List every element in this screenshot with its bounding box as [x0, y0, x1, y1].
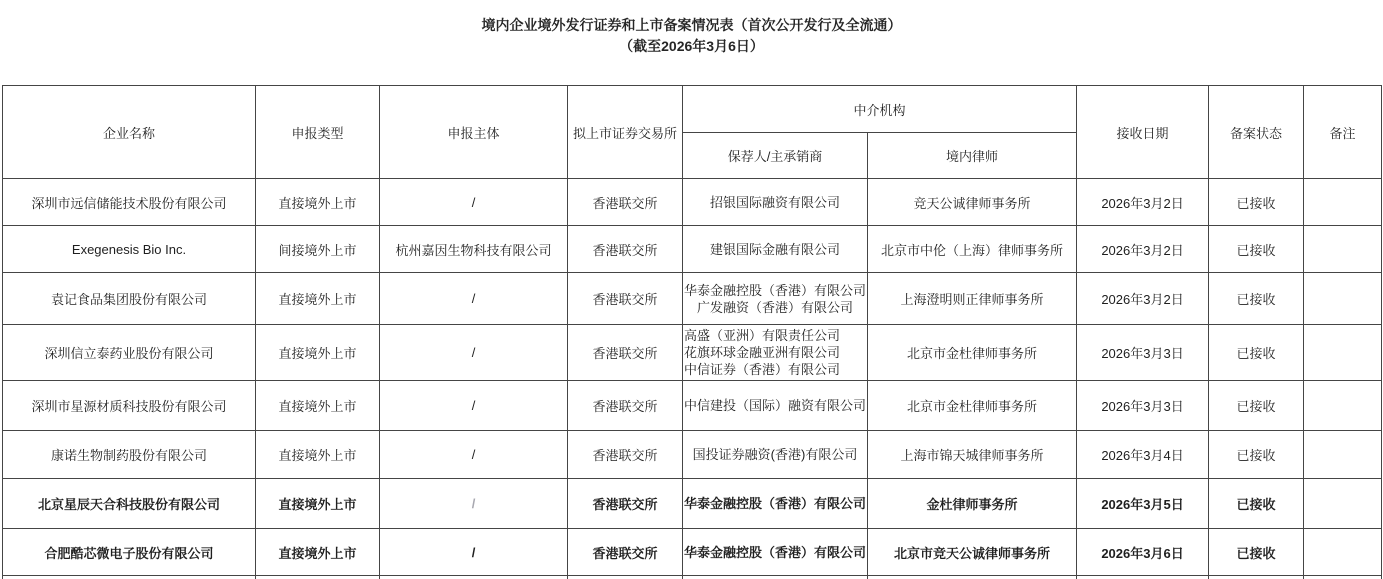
cell-status: 已接收	[1209, 226, 1304, 273]
cell-sponsors	[683, 273, 868, 325]
table-row	[3, 381, 1382, 431]
cell-remark	[1304, 226, 1382, 273]
cell-line: 建银国际金融有限公司	[710, 241, 841, 257]
cell-company: 北京星辰天合科技股份有限公司	[3, 479, 256, 529]
table-body	[3, 179, 1382, 579]
cell-entity: /	[380, 479, 568, 529]
table-row	[3, 273, 1382, 325]
cell-line: 国投证券融资(香港)有限公司	[692, 447, 858, 462]
cell-status: 已接收	[1209, 325, 1304, 381]
cell-remark	[1304, 179, 1382, 226]
cell-sponsors	[683, 431, 868, 479]
cell-exchange: 香港联交所	[568, 381, 683, 431]
cell-lawyer: 上海澄明则正律师事务所	[868, 273, 1077, 325]
cell-date: 2026年3月4日	[1077, 431, 1209, 479]
cell-type: 直接境外上市	[256, 529, 380, 576]
cell-exchange: 香港联交所	[568, 273, 683, 325]
cell-status: 已接收	[1209, 179, 1304, 226]
header-lawyer: 境内律师	[868, 133, 1077, 179]
cell-line: 中信证券（香港）有限公司	[684, 362, 841, 377]
cell-lawyer: 上海市锦天城律师事务所	[868, 431, 1077, 479]
cell-line: 广发融资（香港）有限公司	[697, 299, 854, 315]
cell-company: 袁记食品集团股份有限公司	[3, 273, 256, 325]
cell-date: 2026年3月3日	[1077, 381, 1209, 431]
cell-empty	[568, 576, 683, 579]
cell-line: 高盛（亚洲）有限责任公司	[684, 328, 841, 343]
cell-exchange: 香港联交所	[568, 179, 683, 226]
cell-remark	[1304, 325, 1382, 381]
cell-entity: /	[380, 273, 568, 325]
cell-exchange: 香港联交所	[568, 479, 683, 529]
cell-company: 深圳市远信储能技术股份有限公司	[3, 179, 256, 226]
title-block	[0, 15, 1383, 57]
table-row	[3, 325, 1382, 381]
cell-empty	[683, 576, 868, 579]
cell-type: 直接境外上市	[256, 479, 380, 529]
cell-company: 康诺生物制药股份有限公司	[3, 431, 256, 479]
header-company: 企业名称	[3, 86, 256, 179]
table-row	[3, 529, 1382, 576]
cell-entity: 杭州嘉因生物科技有限公司	[380, 226, 568, 273]
cell-date: 2026年3月6日	[1077, 529, 1209, 576]
cell-lawyer: 金杜律师事务所	[868, 479, 1077, 529]
cell-sponsors	[683, 226, 868, 273]
cell-status: 已接收	[1209, 273, 1304, 325]
cell-sponsors	[683, 325, 868, 381]
cell-remark	[1304, 381, 1382, 431]
cell-empty	[3, 576, 256, 579]
table-header	[3, 86, 1382, 179]
cell-entity: /	[380, 179, 568, 226]
cell-empty	[256, 576, 380, 579]
cell-lawyer: 竞天公诚律师事务所	[868, 179, 1077, 226]
table-row	[3, 179, 1382, 226]
cell-remark	[1304, 479, 1382, 529]
cell-entity: /	[380, 431, 568, 479]
cell-empty	[1209, 576, 1304, 579]
cell-status: 已接收	[1209, 381, 1304, 431]
header-entity: 申报主体	[380, 86, 568, 179]
cell-status: 已接收	[1209, 479, 1304, 529]
cell-company: 深圳市星源材质科技股份有限公司	[3, 381, 256, 431]
cell-empty	[380, 576, 568, 579]
cell-type: 直接境外上市	[256, 325, 380, 381]
cell-entity: /	[380, 381, 568, 431]
cell-lawyer: 北京市金杜律师事务所	[868, 381, 1077, 431]
table-row	[3, 479, 1382, 529]
cell-exchange: 香港联交所	[568, 325, 683, 381]
table-row	[3, 431, 1382, 479]
cell-exchange: 香港联交所	[568, 226, 683, 273]
header-exchange: 拟上市证券交易所	[568, 86, 683, 179]
cell-company: 深圳信立泰药业股份有限公司	[3, 325, 256, 381]
cell-type: 直接境外上市	[256, 273, 380, 325]
cell-exchange: 香港联交所	[568, 529, 683, 576]
cell-status: 已接收	[1209, 529, 1304, 576]
cell-line: 华泰金融控股（香港）有限公司	[684, 282, 867, 298]
cell-empty	[1077, 576, 1209, 579]
page-title: 境内企业境外发行证券和上市备案情况表（首次公开发行及全流通）	[481, 17, 902, 33]
cell-lawyer: 北京市中伦（上海）律师事务所	[868, 226, 1077, 273]
cell-type: 直接境外上市	[256, 179, 380, 226]
cell-company: 合肥酷芯微电子股份有限公司	[3, 529, 256, 576]
header-status: 备案状态	[1209, 86, 1304, 179]
cell-sponsors	[683, 479, 868, 529]
cell-line: 华泰金融控股（香港）有限公司	[684, 496, 867, 511]
cell-line: 招银国际融资有限公司	[710, 194, 841, 210]
cell-type: 间接境外上市	[256, 226, 380, 273]
cell-line: 华泰金融控股（香港）有限公司	[684, 544, 867, 560]
cell-date: 2026年3月2日	[1077, 226, 1209, 273]
header-intermediary-group: 中介机构	[683, 86, 1077, 133]
cell-status: 已接收	[1209, 431, 1304, 479]
cell-sponsors	[683, 381, 868, 431]
cell-lawyer: 北京市竞天公诚律师事务所	[868, 529, 1077, 576]
cell-entity: /	[380, 325, 568, 381]
cell-empty	[1304, 576, 1382, 579]
cell-sponsors	[683, 529, 868, 576]
cell-type: 直接境外上市	[256, 431, 380, 479]
header-remark: 备注	[1304, 86, 1382, 179]
cell-type: 直接境外上市	[256, 381, 380, 431]
cell-remark	[1304, 431, 1382, 479]
header-sponsor: 保荐人/主承销商	[683, 133, 868, 179]
cell-date: 2026年3月2日	[1077, 273, 1209, 325]
header-type: 申报类型	[256, 86, 380, 179]
cell-lawyer: 北京市金杜律师事务所	[868, 325, 1077, 381]
cell-date: 2026年3月2日	[1077, 179, 1209, 226]
cell-line: 中信建投（国际）融资有限公司	[684, 398, 867, 413]
cell-entity: /	[380, 529, 568, 576]
cell-remark	[1304, 273, 1382, 325]
header-row-top	[3, 86, 1382, 133]
cell-empty	[868, 576, 1077, 579]
page-subtitle: （截至2026年3月6日）	[619, 38, 764, 54]
filing-table	[2, 85, 1382, 579]
cell-sponsors	[683, 179, 868, 226]
cell-line: 花旗环球金融亚洲有限公司	[684, 345, 841, 360]
cell-exchange: 香港联交所	[568, 431, 683, 479]
cell-date: 2026年3月5日	[1077, 479, 1209, 529]
cell-remark	[1304, 529, 1382, 576]
table-row-partial	[3, 576, 1382, 579]
cell-company: Exegenesis Bio Inc.	[3, 226, 256, 273]
cell-date: 2026年3月3日	[1077, 325, 1209, 381]
table-row	[3, 226, 1382, 273]
header-date: 接收日期	[1077, 86, 1209, 179]
